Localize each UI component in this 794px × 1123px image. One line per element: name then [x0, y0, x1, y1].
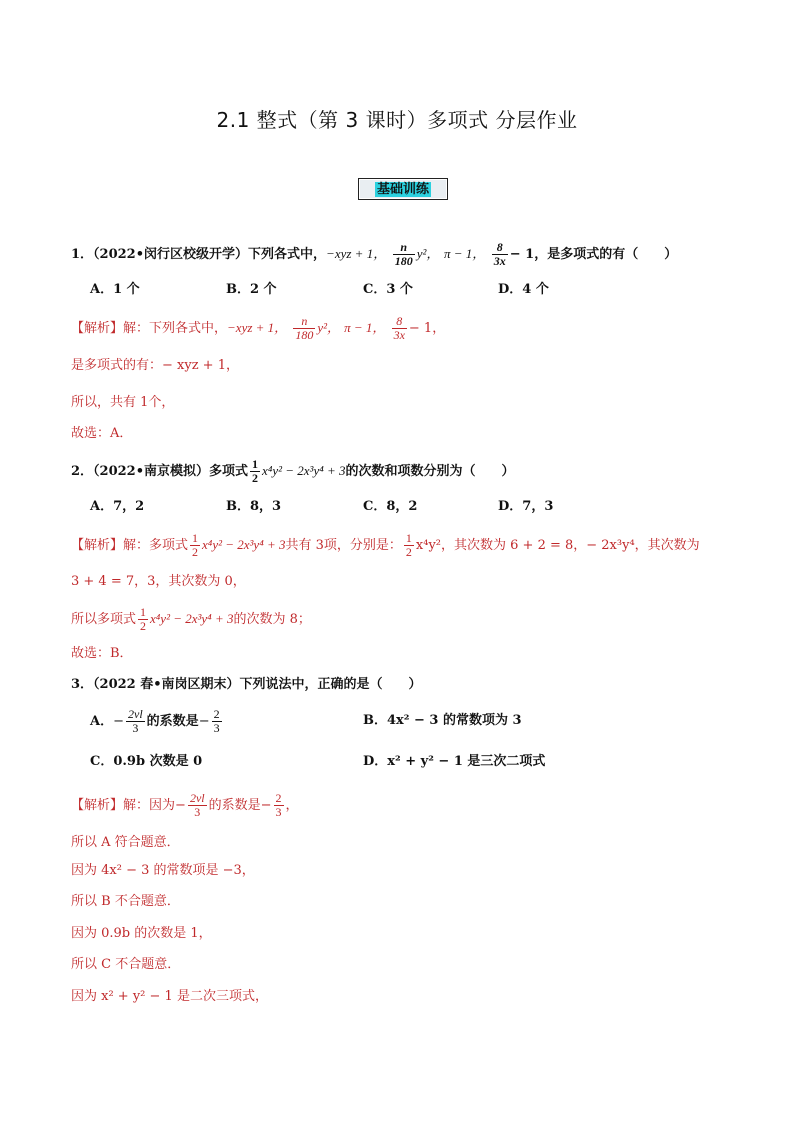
q3-solution-line: 所以 A 符合题意． — [71, 835, 180, 850]
q2-solution-line: 3 + 4 = 7，3，其次数为 0， — [71, 574, 246, 589]
q1-option-b: B．2 个 — [226, 282, 277, 297]
q1-option-a: A．1 个 — [90, 282, 140, 297]
fraction: $\frac{8}{3x}$ — [493, 240, 506, 268]
fraction: $\frac{1}{2}$ — [140, 605, 147, 633]
q3-solution-line: 因为 4x² − 3 的常数项是 −3， — [71, 863, 255, 878]
q3-option-d: D．x² + y² − 1 是三次二项式 — [363, 754, 546, 769]
q2-option-c: C．8，2 — [363, 499, 418, 514]
fraction: $\frac{1}{2}$ — [405, 531, 412, 559]
q2-option-d: D．7，3 — [498, 499, 554, 514]
fraction: $\frac{8}{3x}$ — [393, 314, 405, 342]
q1-solution-line: 所以，共有 1个， — [71, 395, 175, 410]
fraction: $\frac{n}{180}$ — [295, 314, 314, 342]
fraction: $\frac{1}{2}$ — [192, 531, 199, 559]
q3-option-b: B．4x² − 3 的常数项为 3 — [363, 713, 522, 728]
q3-solution-line: 所以 C 不合题意． — [71, 957, 181, 972]
q3-solution-line: 因为 0.9b 的次数是 1， — [71, 926, 212, 941]
fraction: $\frac{n}{180}$ — [394, 240, 413, 268]
q1-solution-head: 【解析】解：下列各式中，−xyz + 1， $\frac{n}{180}$ y²， π − 1， $\frac{8}{3x}$ − 1， — [71, 314, 446, 342]
q1-option-c: C．3 个 — [363, 282, 413, 297]
question-2-stem: 2．（2022•南京模拟）多项式 $\frac{1}{2}$ x⁴y² − 2x³y⁴ + 3的次数和项数分别为（ ） — [71, 457, 515, 485]
q3-option-c: C．0.9b 次数是 0 — [90, 754, 203, 769]
fraction: $\frac{2vl}{3}$ — [189, 791, 205, 819]
q1-solution-line: 故选：A． — [71, 426, 133, 441]
q1-option-d: D．4 个 — [498, 282, 549, 297]
q3-option-a: A．− $\frac{2vl}{3}$ 的系数是− $\frac{2}{3}$ — [90, 707, 220, 735]
section-badge — [358, 178, 448, 200]
question-3-stem: 3．（2022 春•南岗区期末）下列说法中，正确的是（ ） — [71, 677, 422, 692]
fraction: $\frac{1}{2}$ — [252, 457, 259, 485]
q3-solution-head: 【解析】解：因为− $\frac{2vl}{3}$ 的系数是− $\frac{2}{3}$ ， — [71, 791, 299, 819]
q3-solution-line: 所以 B 不合题意． — [71, 894, 180, 909]
q2-option-b: B．8，3 — [226, 499, 282, 514]
q2-solution-line: 故选：B． — [71, 646, 133, 661]
q2-solution-line: 所以多项式 $\frac{1}{2}$ x⁴y² − 2x³y⁴ + 3的次数为 8； — [71, 605, 311, 633]
q2-option-a: A．7，2 — [90, 499, 145, 514]
fraction: $\frac{2}{3}$ — [213, 707, 220, 735]
q2-solution-head: 【解析】解：多项式 $\frac{1}{2}$ x⁴y² − 2x³y⁴ + 3共有 3项，分别是： $\frac{1}{2}$ x⁴y²，其次数为 6 + 2 = 8，− 2x³y⁴，其次数为 — [71, 531, 700, 559]
q3-solution-line: 因为 x² + y² − 1 是二次三项式， — [71, 989, 268, 1004]
fraction: $\frac{2vl}{3}$ — [128, 707, 143, 735]
section-badge-label: 基础训练 — [376, 181, 429, 197]
question-1-stem: 1．（2022•闵行区校级开学）下列各式中，−xyz + 1， $\frac{n}{180}$ y²， π − 1， $\frac{8}{3x}$ − 1，是多项式的有（ ） — [71, 240, 678, 268]
q1-solution-line: 是多项式的有：− xyz + 1， — [71, 358, 239, 373]
fraction: $\frac{2}{3}$ — [275, 791, 282, 819]
page-title: 2.1 整式（第 3 课时）多项式 分层作业 — [216, 108, 578, 132]
